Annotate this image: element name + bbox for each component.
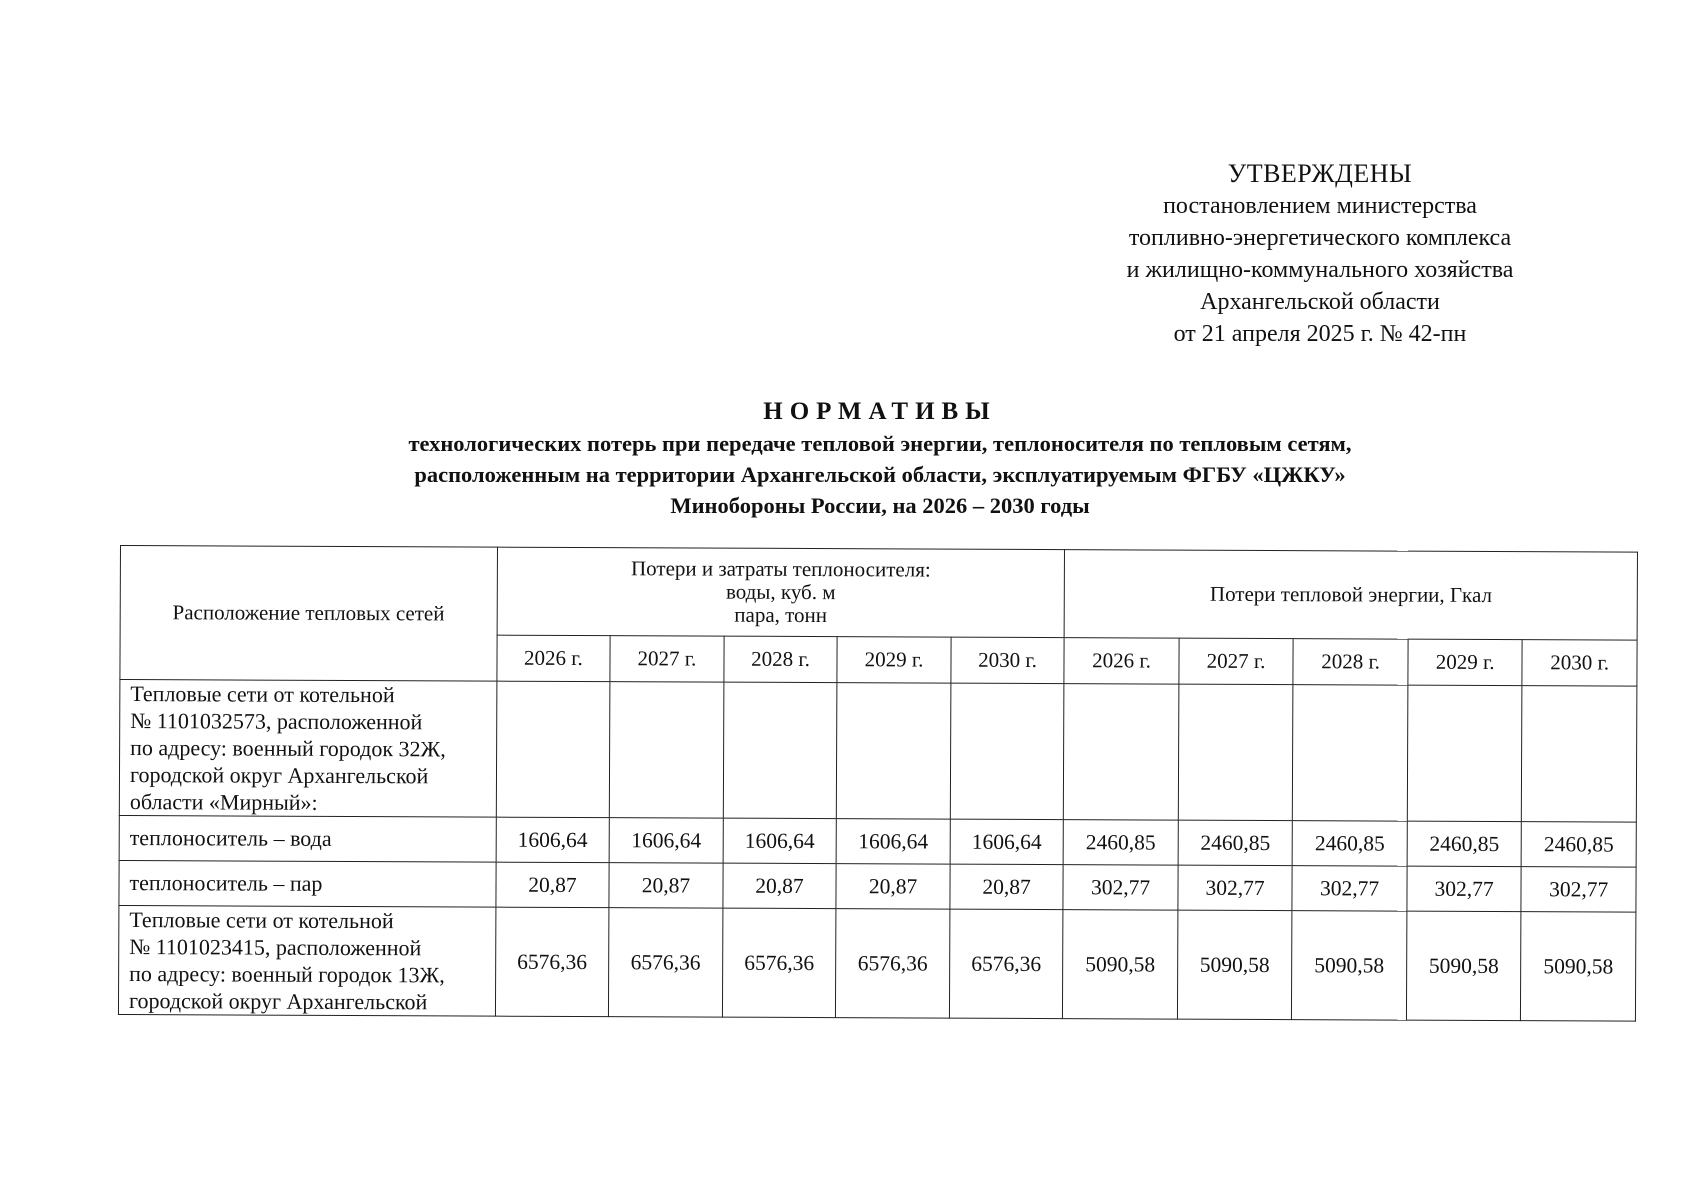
approval-line: Архангельской области bbox=[1200, 289, 1440, 315]
value-cell bbox=[950, 683, 1064, 819]
header-coolant-line: воды, куб. м bbox=[725, 579, 836, 604]
value-cell: 1606,64 bbox=[496, 817, 610, 862]
value-cell: 5090,58 bbox=[1063, 910, 1178, 1019]
document-title: НОРМАТИВЫ bbox=[763, 398, 997, 425]
value-cell bbox=[1064, 684, 1179, 820]
norms-table bbox=[118, 545, 1638, 1022]
row-location-line: городской округ Архангельской bbox=[128, 988, 428, 1015]
row-location bbox=[119, 680, 496, 818]
value-cell: 1606,64 bbox=[836, 819, 950, 864]
header-year: 2028 г. bbox=[724, 636, 838, 683]
header-year: 2026 г. bbox=[1064, 637, 1179, 684]
value-cell bbox=[1178, 684, 1293, 820]
value-cell: 6576,36 bbox=[836, 909, 950, 1018]
value-cell: 302,77 bbox=[1178, 865, 1293, 910]
value-cell bbox=[723, 682, 837, 818]
table-row bbox=[119, 860, 1636, 912]
document-subtitle-line: технологических потерь при передаче тепловой энергии, теплоносителя по тепловым сетям, bbox=[408, 431, 1352, 456]
header-year: 2028 г. bbox=[1293, 638, 1408, 685]
value-cell: 20,87 bbox=[950, 864, 1064, 909]
value-cell: 2460,85 bbox=[1063, 820, 1178, 865]
approval-title: УТВЕРЖДЕНЫ bbox=[1227, 159, 1413, 188]
approval-line: и жилищно-коммунального хозяйства bbox=[1126, 257, 1514, 283]
value-cell bbox=[1293, 685, 1408, 821]
table-header-row bbox=[120, 546, 1637, 640]
header-year: 2026 г. bbox=[497, 635, 611, 682]
table-row bbox=[119, 680, 1637, 823]
value-cell: 2460,85 bbox=[1407, 821, 1522, 866]
document-subtitle-line: Минобороны России, на 2026 – 2030 годы bbox=[670, 493, 1090, 518]
row-location-line: по адресу: военный городок 32Ж, bbox=[130, 735, 446, 762]
value-cell: 5090,58 bbox=[1292, 911, 1407, 1020]
value-cell: 302,77 bbox=[1521, 867, 1636, 912]
approval-line: топливно-энергетического комплекса bbox=[1128, 225, 1512, 251]
value-cell: 20,87 bbox=[836, 864, 950, 909]
header-year: 2027 г. bbox=[1179, 638, 1294, 685]
header-coolant-line: Потери и затраты теплоносителя: bbox=[630, 556, 931, 582]
header-year: 2030 г. bbox=[1522, 639, 1637, 686]
value-cell: 6576,36 bbox=[495, 907, 609, 1016]
table-row bbox=[119, 815, 1636, 867]
value-cell: 5090,58 bbox=[1177, 910, 1292, 1019]
value-cell: 20,87 bbox=[496, 862, 610, 907]
row-location-line: № 1101032573, расположенной bbox=[130, 708, 423, 735]
value-cell: 302,77 bbox=[1407, 866, 1522, 911]
header-year: 2030 г. bbox=[951, 637, 1065, 684]
value-cell bbox=[496, 681, 610, 817]
value-cell: 2460,85 bbox=[1521, 822, 1636, 867]
value-cell: 302,77 bbox=[1292, 866, 1407, 911]
row-location-line: городской округ Архангельской bbox=[129, 762, 429, 789]
row-location-line: области «Мирный»: bbox=[129, 789, 318, 815]
value-cell bbox=[837, 683, 951, 819]
row-location: теплоноситель – пар bbox=[119, 860, 496, 907]
table-row bbox=[118, 905, 1635, 1021]
value-cell: 1606,64 bbox=[723, 818, 837, 863]
header-location: Расположение тепловых сетей bbox=[120, 546, 497, 682]
row-location bbox=[118, 905, 495, 1016]
header-heat-losses: Потери тепловой энергии, Гкал bbox=[1064, 550, 1637, 640]
value-cell: 6576,36 bbox=[949, 909, 1063, 1018]
value-cell: 5090,58 bbox=[1521, 912, 1636, 1021]
approval-line: постановлением министерства bbox=[1163, 193, 1477, 219]
value-cell: 2460,85 bbox=[1178, 820, 1293, 865]
value-cell: 20,87 bbox=[609, 863, 723, 908]
document-subtitle-line: расположенным на территории Архангельской области, эксплуатируемым ФГБУ «ЦЖКУ» bbox=[414, 462, 1346, 487]
value-cell: 6576,36 bbox=[722, 908, 836, 1017]
value-cell: 20,87 bbox=[723, 863, 837, 908]
row-location: теплоноситель – вода bbox=[119, 815, 496, 862]
value-cell: 6576,36 bbox=[609, 908, 723, 1017]
value-cell bbox=[1522, 686, 1637, 822]
header-coolant-line: пара, тонн bbox=[734, 602, 828, 627]
value-cell bbox=[610, 682, 724, 818]
value-cell: 2460,85 bbox=[1292, 821, 1407, 866]
approval-line: от 21 апреля 2025 г. № 42-пн bbox=[1173, 321, 1467, 347]
row-location-line: № 1101023415, расположенной bbox=[129, 934, 422, 961]
header-coolant-losses bbox=[497, 547, 1065, 637]
value-cell: 1606,64 bbox=[609, 818, 723, 863]
row-location-line: Тепловые сети от котельной bbox=[130, 681, 395, 708]
value-cell bbox=[1407, 685, 1522, 821]
header-year: 2029 г. bbox=[837, 636, 951, 683]
approval-stamp bbox=[1060, 158, 1580, 350]
value-cell: 1606,64 bbox=[950, 819, 1064, 864]
row-location-line: по адресу: военный городок 13Ж, bbox=[129, 961, 445, 988]
value-cell: 5090,58 bbox=[1406, 911, 1521, 1020]
header-year: 2029 г. bbox=[1408, 639, 1523, 686]
value-cell: 302,77 bbox=[1063, 865, 1178, 910]
row-location-line: Тепловые сети от котельной bbox=[129, 907, 394, 934]
header-year: 2027 г. bbox=[610, 635, 724, 682]
document-heading bbox=[220, 396, 1540, 521]
